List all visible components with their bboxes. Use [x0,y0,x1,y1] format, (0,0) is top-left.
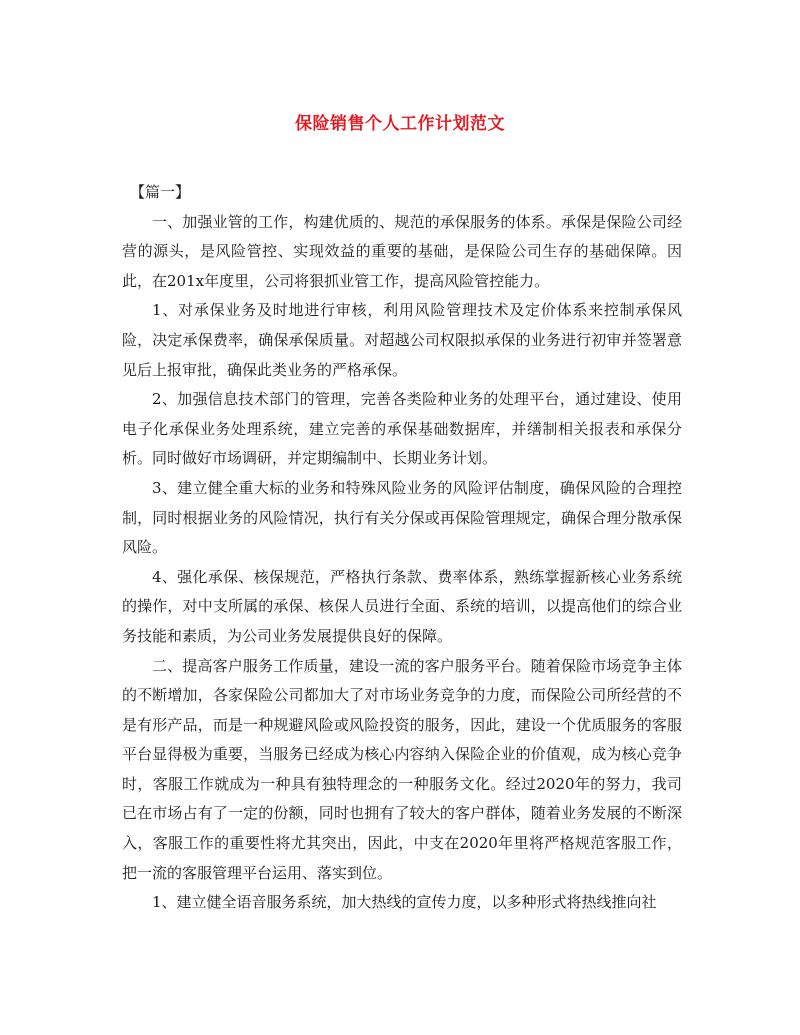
paragraph-3: 2、加强信息技术部门的管理，完善各类险种业务的处理平台，通过建设、使用电子化承保业务处理系统，建立完善的承保基础数据库，并缮制相关报表和承保分析。同时做好市场调研，并定期编制中、长期业务计划。 [122,390,682,468]
document-body [122,178,682,918]
paragraph-7: 1、建立健全语音服务系统，加大热线的宣传力度，以多种形式将热线推向社 [152,893,657,912]
paragraph-5: 4、强化承保、核保规范，严格执行条款、费率体系，熟练掌握新核心业务系统的操作，对中支所属的承保、核保人员进行全面、系统的培训，以提高他们的综合业务技能和素质，为公司业务发展提供良好的保障。 [122,567,682,645]
document-title: 保险销售个人工作计划范文 [295,114,505,134]
paragraph-6: 二、提高客户服务工作质量，建设一流的客户服务平台。随着保险市场竞争主体的不断增加，各家保险公司都加大了对市场业务竞争的力度，而保险公司所经营的不是有形产品，而是一种规避风险或风险投资的服务，因此，建设一个优质服务的客服平台显得极为重要，当服务已经成为核心内容纳入保险企业的价值观，成为核心竞争时，客服工作就成为一种具有独特理念的一种服务文化。经过2020年的努力，我司已在市场占有了一定的份额，同时也拥有了较大的客户群体，随着业务发展的不断深入，客服工作的重要性将尤其突出，因此，中支在2020年里将严格规范客服工作，把一流的客服管理平台运用、落实到位。 [122,656,682,882]
paragraph-4: 3、建立健全重大标的业务和特殊风险业务的风险评估制度，确保风险的合理控制，同时根据业务的风险情况，执行有关分保或再保险管理规定，确保合理分散承保风险。 [122,478,682,557]
paragraph-2: 1、对承保业务及时地进行审核，利用风险管理技术及定价体系来控制承保风险，决定承保费率，确保承保质量。对超越公司权限拟承保的业务进行初审并签署意见后上报审批，确保此类业务的严格承保。 [122,301,682,379]
paragraph-1: 一、加强业管的工作，构建优质的、规范的承保服务的体系。承保是保险公司经营的源头，是风险管控、实现效益的重要的基础，是保险公司生存的基础保障。因此，在201x年度里，公司将狠抓业管工作，提高风险管控能力。 [122,212,682,290]
section-label: 【篇一】 [130,183,191,201]
